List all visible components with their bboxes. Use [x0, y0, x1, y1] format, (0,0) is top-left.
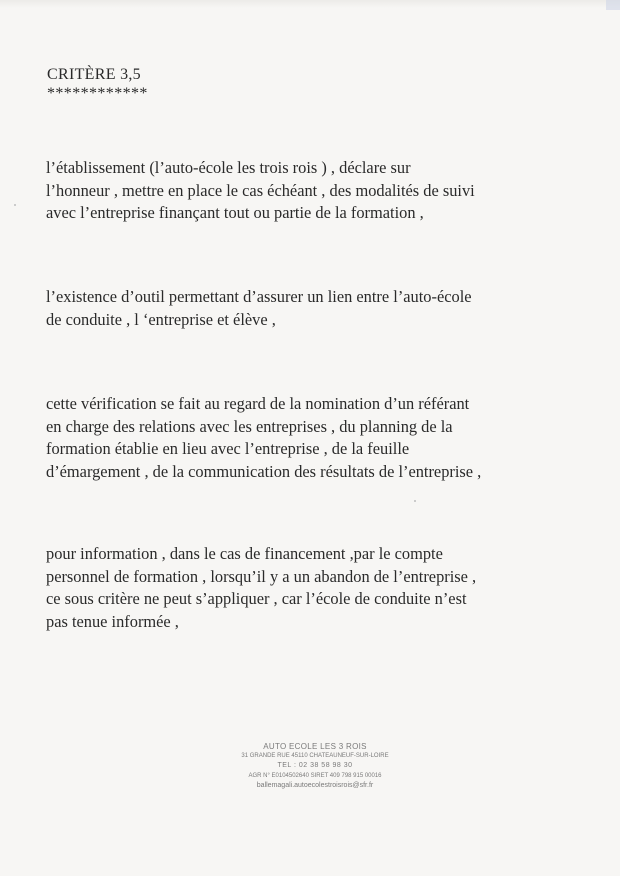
page-title: CRITÈRE 3,5: [47, 66, 141, 83]
scan-speck: [414, 500, 416, 502]
stamp-phone: TEL : 02 38 58 98 30: [277, 762, 353, 769]
paragraph-line: avec l’entreprise finançant tout ou partie de la formation ,: [46, 203, 424, 222]
company-stamp: [200, 742, 430, 791]
paragraph-line: de conduite , l ‘entreprise et élève ,: [46, 309, 276, 329]
paragraph-line: l’honneur , mettre en place le cas échéant , des modalités de suivi: [46, 180, 475, 200]
scan-speck: [14, 204, 16, 206]
paragraph-line: d’émargement , de la communication des résultats de l’entreprise ,: [46, 461, 482, 481]
paragraph-establishment: [46, 157, 606, 225]
paragraph-line: personnel de formation , lorsqu’il y a un abandon de l’entreprise ,: [46, 566, 477, 586]
stamp-ids: AGR N° E0104502640 SIRET 409 798 915 00016: [248, 773, 382, 779]
scan-corner-mark: [606, 0, 620, 10]
paragraph-existence: [46, 286, 606, 331]
paragraph-line: l’existence d’outil permettant d’assurer un lien entre l’auto-école: [46, 287, 472, 306]
paragraph-line: ce sous critère ne peut s’appliquer , car l’école de conduite n’est: [46, 589, 467, 608]
paragraph-line: cette vérification se fait au regard de la nomination d’un référant: [46, 394, 470, 413]
paragraph-line: formation établie en lieu avec l’entreprise , de la feuille: [46, 439, 410, 458]
stamp-address: 31 GRANDE RUE 45110 CHATEAUNEUF-SUR-LOIRE: [241, 753, 389, 759]
title-underline-stars: ************: [47, 85, 148, 102]
paragraph-verification: [46, 393, 606, 483]
stamp-name: AUTO ECOLE LES 3 ROIS: [263, 742, 367, 751]
paragraph-line: pas tenue informée ,: [46, 611, 179, 631]
paragraph-line: en charge des relations avec les entreprises , du planning de la: [46, 416, 453, 436]
paragraph-line: l’établissement (l’auto-école les trois rois ) , déclare sur: [46, 158, 411, 177]
paragraph-information: [46, 543, 606, 633]
scan-edge: [0, 0, 620, 8]
paragraph-line: pour information , dans le cas de financement ,par le compte: [46, 544, 443, 563]
stamp-email: ballemagali.autoecolestroisrois@sfr.fr: [256, 782, 374, 789]
